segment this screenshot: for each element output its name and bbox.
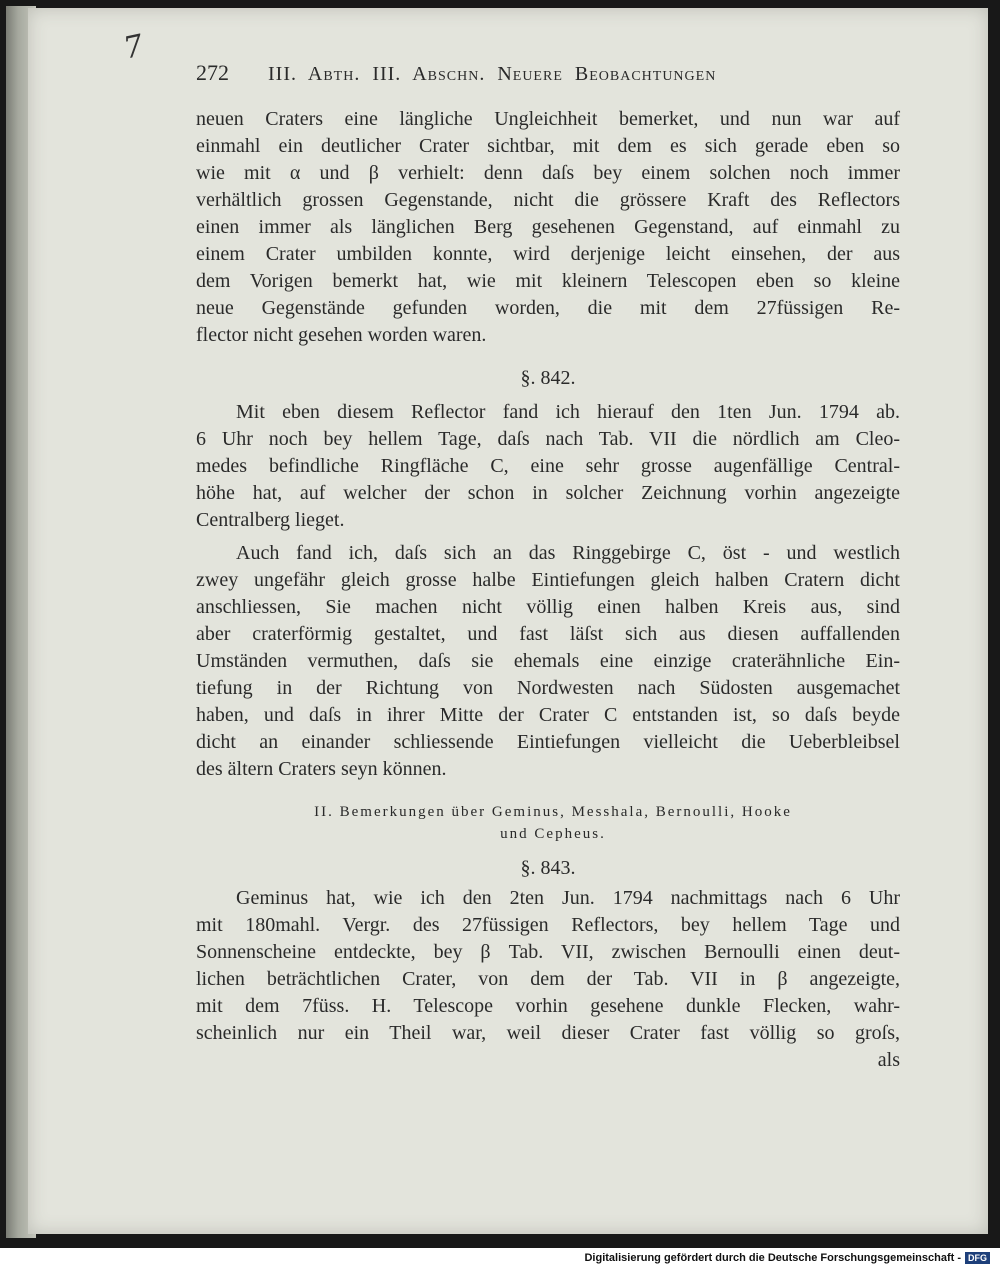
pencil-mark: 7 [120,28,147,67]
footer-bar [0,1248,1000,1268]
text-line: verhältlich grossen Gegenstande, nicht die grössere Kraft des Reflectors [196,189,900,211]
footer-credit: Digitalisierung gefördert durch die Deutsche Forschungsgemeinschaft - [584,1252,961,1264]
text-line: Sonnenscheine entdeckte, bey β Tab. VII, zwischen Bernoulli einen deut- [196,941,900,963]
text-line: des ältern Craters seyn können. [196,758,447,780]
page-text [196,60,900,1074]
running-head: III. Abth. III. Abschn. Neuere Beobachtungen [268,63,717,85]
subheading [166,801,940,845]
section-heading-842: §. 842. [520,367,576,389]
text-line: haben, und daſs in ihrer Mitte der Crater C entstanden ist, so daſs beyde [196,704,900,726]
page-number: 272 [196,60,229,85]
text-line: lichen beträchtlichen Crater, von dem der Tab. VII in β angezeigte, [196,968,900,990]
text-line: aber craterförmig gestaltet, und fast läſst sich aus diesen auffallenden [196,623,900,645]
text-line: Geminus hat, wie ich den 2ten Jun. 1794 nachmittags nach 6 Uhr [236,887,900,909]
text-line: medes befindliche Ringfläche C, eine sehr grosse augenfällige Central- [196,455,900,477]
text-line: dem Vorigen bemerkt hat, wie mit kleinern Telescopen eben so kleine [196,270,900,292]
text-line: wie mit α und β verhielt: denn daſs bey einem solchen noch immer [196,162,900,184]
text-line: Mit eben diesem Reflector fand ich hierauf den 1ten Jun. 1794 ab. [236,401,900,423]
text-line: Umständen vermuthen, daſs sie ehemals eine einzige craterähnliche Ein- [196,650,900,672]
text-line: Centralberg lieget. [196,509,345,531]
continuation-paragraph [196,106,900,349]
text-line: dicht an einander schliessende Eintiefungen vielleicht die Ueberbleibsel [196,731,900,753]
text-line: mit dem 7füss. H. Telescope vorhin gesehene dunkle Flecken, wahr- [196,995,900,1017]
text-line: tiefung in der Richtung von Nordwesten nach Südosten ausgemachet [196,677,900,699]
text-line: flector nicht gesehen worden waren. [196,324,487,346]
dfg-logo: DFG [965,1252,990,1264]
text-line: neue Gegenstände gefunden worden, die mit dem 27füssigen Re- [196,297,900,319]
subheading-line: und Cepheus. [500,826,606,842]
text-line: einen immer als länglichen Berg gesehenen Gegenstand, auf einmahl zu [196,216,900,238]
text-line: neuen Craters eine längliche Ungleichheit bemerket, und nun war auf [196,108,900,130]
catchword: als [877,1049,900,1071]
paragraph-842-2 [196,540,900,783]
section-heading-843: §. 843. [520,857,576,879]
text-line: mit 180mahl. Vergr. des 27füssigen Reflectors, bey hellem Tage und [196,914,900,936]
text-line: höhe hat, auf welcher der schon in solcher Zeichnung vorhin angezeigte [196,482,900,504]
paragraph-843 [196,885,900,1074]
text-line: 6 Uhr noch bey hellem Tage, daſs nach Tab. VII die nördlich am Cleo- [196,428,900,450]
text-line: Auch fand ich, daſs sich an das Ringgebirge C, öst - und westlich [236,542,900,564]
text-line: scheinlich nur ein Theil war, weil dieser Crater fast völlig so groſs, [196,1022,900,1044]
subheading-line: II. Bemerkungen über Geminus, Messhala, Bernoulli, Hooke [314,804,792,820]
text-line: einmahl ein deutlicher Crater sichtbar, mit dem es sich gerade eben so [196,135,900,157]
text-line: anschliessen, Sie machen nicht völlig einen halben Kreis aus, sind [196,596,900,618]
page-header [196,60,900,100]
text-line: zwey ungefähr gleich grosse halbe Eintiefungen gleich halben Cratern dicht [196,569,900,591]
paragraph-842-1 [196,399,900,534]
text-line: einem Crater umbilden konnte, wird derjenige leicht einsehen, der aus [196,243,900,265]
